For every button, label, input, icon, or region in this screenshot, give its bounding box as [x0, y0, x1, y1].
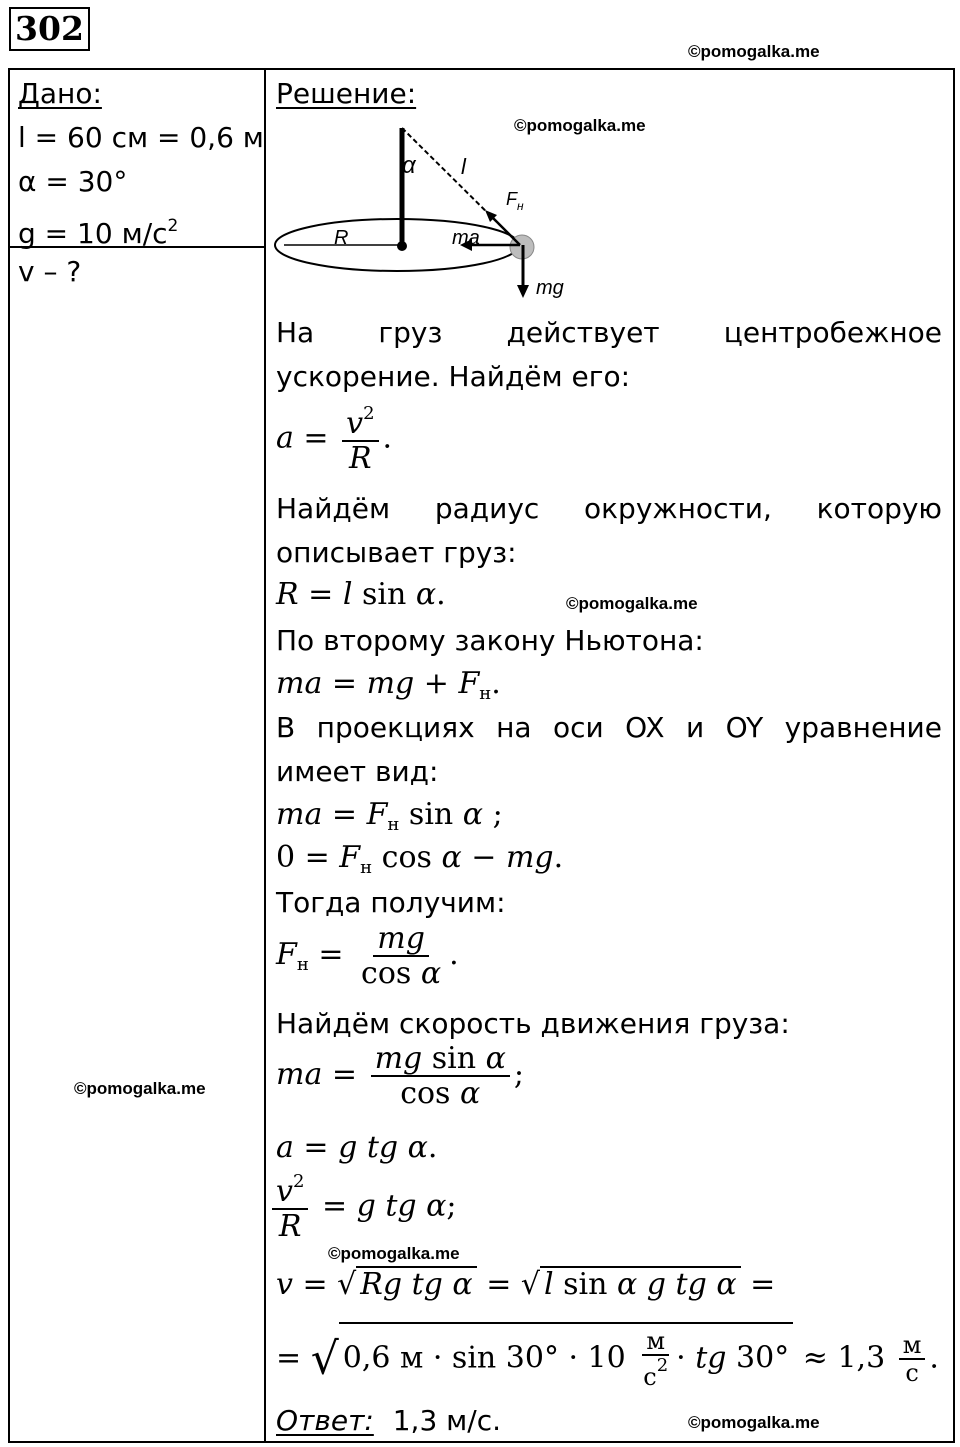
formula-newton: ma = mg + $F_н$.	[276, 666, 501, 704]
table-top-border	[8, 68, 954, 70]
text-p6: Найдём скорость движения груза:	[276, 1007, 790, 1040]
watermark: ©pomogalka.me	[688, 1413, 820, 1432]
text-p5: Тогда получим:	[276, 886, 506, 919]
table-left-border	[8, 68, 10, 1443]
solution-heading: Решение:	[276, 77, 417, 110]
text-p1-line2: ускорение. Найдём его:	[276, 360, 631, 393]
problem-number: 302	[9, 7, 90, 51]
text-p4-line1: В проекциях на оси OX и OY уравнение	[276, 711, 942, 744]
text-p1-line1: На груз действует центробежное	[276, 316, 942, 349]
given-block	[18, 72, 264, 256]
given-gravity: g = 10 $м/с^2$	[18, 216, 179, 250]
formula-a-gtg: a = g tg α.	[276, 1130, 438, 1165]
figure-F-sub: н	[517, 199, 524, 213]
figure-ma-label: ma	[452, 227, 480, 249]
formula-proj-x: ma = $F_н$ sin α ;	[276, 797, 503, 835]
text-p4-line2: имеет вид:	[276, 755, 439, 788]
formula-radius: R = l sin α.	[276, 577, 446, 612]
formula-v-root: v = √ Rg tg α = √ l sin α g tg α =	[276, 1267, 776, 1302]
watermark: ©pomogalka.me	[688, 42, 820, 61]
answer-label: Ответ:	[276, 1404, 374, 1437]
formula-proj-y: $0 = F_н$ cos α − mg.	[276, 840, 564, 878]
table-column-divider	[264, 68, 266, 1443]
given-find: v – ?	[18, 255, 82, 288]
given-heading: Дано:	[18, 77, 102, 110]
figure-R-label: R	[334, 227, 349, 249]
answer-value: 1,3 м/с.	[392, 1404, 502, 1437]
formula-tension: $F_н$ = $\frac{mg}{\text{cos α}}$ .	[276, 921, 459, 991]
watermark: ©pomogalka.me	[514, 116, 646, 135]
given-length: l = 60 см = 0,6 м	[18, 121, 264, 154]
watermark: ©pomogalka.me	[74, 1079, 206, 1098]
formula-ma-fraction: ma = $\frac{\text{mg sin α}}{\text{cos α}}$ ;	[276, 1041, 524, 1111]
figure-F-label: F	[506, 189, 517, 209]
watermark: ©pomogalka.me	[328, 1244, 460, 1263]
text-p3: По второму закону Ньютона:	[276, 624, 704, 657]
text-p2-line1: Найдём радиус окружности, которую	[276, 492, 942, 525]
answer-row	[276, 1399, 501, 1443]
figure-alpha-label: α	[402, 152, 416, 179]
watermark: ©pomogalka.me	[566, 594, 698, 613]
formula-v2-over-R: $\frac{v^2}{R}$ = g tg α;	[272, 1172, 457, 1243]
figure-mg-label: mg	[536, 277, 564, 299]
text-p2-line2: описывает груз:	[276, 536, 517, 569]
formula-v-numeric: = √ 0,6 м · sin 30° · 10 $\frac{м}{с^2}$ · tg 30° ≈ 1,3 $\frac{м}{с}$ .	[276, 1322, 939, 1391]
figure-l-label: l	[461, 154, 466, 179]
formula-centripetal: a = $\frac{v^2}{R}$ .	[276, 403, 393, 476]
given-angle: α = 30°	[18, 165, 128, 198]
table-right-border	[953, 68, 955, 1443]
pendulum-figure	[274, 120, 594, 305]
axis-center	[397, 241, 407, 251]
